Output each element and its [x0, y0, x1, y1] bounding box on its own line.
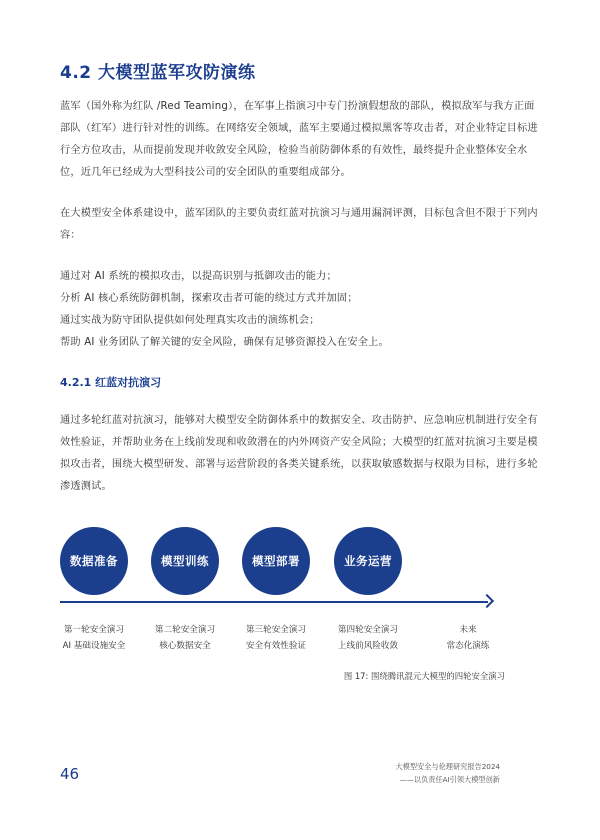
phase-circle-deployment: 模型部署 [242, 527, 310, 595]
stage-focus: 上线前风险收敛 [337, 641, 399, 651]
stage-round: 第一轮安全演习 [63, 625, 125, 635]
stage-round: 第三轮安全演习 [245, 625, 307, 635]
stage-label [44, 622, 144, 654]
footer-subtitle: ——以负责任AI引领大模型创新 [399, 775, 500, 784]
stage-focus: 常态化演练 [446, 641, 490, 651]
goals-list [60, 266, 389, 354]
stage-label [226, 622, 326, 654]
stage-round: 未来 [459, 625, 477, 635]
subsection-title: 4.2.1 红蓝对抗演习 [60, 376, 162, 389]
exercise-paragraph: 通过多轮红蓝对抗演习，能够对大模型安全防御体系中的数据安全、攻击防护、应急响应机制进行安全有效性验证，并帮助业务在上线前发现和收敛潜在的内外网资产安全风险；大模型的红蓝对抗演习主要是模拟攻击者，围绕大模型研发、部署与运营阶段的各类关键系统，以获取敏感数据与权限为目标，进行多轮渗透测试。 [60, 415, 538, 492]
phase-circle-training: 模型训练 [151, 527, 219, 595]
stage-round: 第四轮安全演习 [337, 625, 399, 635]
footer-title [395, 760, 500, 786]
footer-report-title: 大模型安全与伦理研究报告2024 [395, 762, 500, 771]
list-item: 分析 AI 核心系统防御机制，探索攻击者可能的绕过方式并加固； [60, 293, 358, 304]
goals-paragraph: 在大模型安全体系建设中，蓝军团队的主要负责红蓝对抗演习与通用漏洞评测，目标包含但不限于下列内容： [60, 208, 538, 241]
stage-label [318, 622, 418, 654]
stage-label [418, 622, 518, 654]
list-item: 帮助 AI 业务团队了解关键的安全风险，确保有足够资源投入在安全上。 [60, 337, 389, 348]
stage-focus: AI 基础设施安全 [62, 641, 126, 651]
list-item: 通过对 AI 系统的模拟攻击，以提高识别与抵御攻击的能力； [60, 271, 337, 282]
figure-caption: 图 17: 围绕腾讯混元大模型的四轮安全演习 [343, 671, 505, 681]
page-number: 46 [60, 765, 80, 783]
stage-round: 第二轮安全演习 [154, 625, 216, 635]
list-item: 通过实战为防守团队提供如何处理真实攻击的演练机会； [60, 315, 320, 326]
phase-circle-data-prep: 数据准备 [60, 527, 128, 595]
phase-circle-operation: 业务运营 [334, 527, 402, 595]
stage-focus: 安全有效性验证 [245, 641, 307, 651]
arrow-right-icon [480, 594, 494, 608]
section-title: 4.2 大模型蓝军攻防演练 [60, 63, 256, 83]
stage-focus: 核心数据安全 [159, 641, 211, 651]
stage-label [135, 622, 235, 654]
intro-paragraph: 蓝军（国外称为红队 /Red Teaming），在军事上指演习中专门扮演假想敌的部队，模拟敌军与我方正面部队（红军）进行针对性的训练。在网络安全领域，蓝军主要通过模拟黑客等攻击者，对企业特定目标进行全方位攻击，从而提前发现并收敛安全风险，检验当前防御体系的有效性，最终提升企业整体安全水位，近几年已经成为大型科技公司的安全团队的重要组成部分。 [60, 101, 538, 178]
timeline-line [60, 601, 488, 603]
